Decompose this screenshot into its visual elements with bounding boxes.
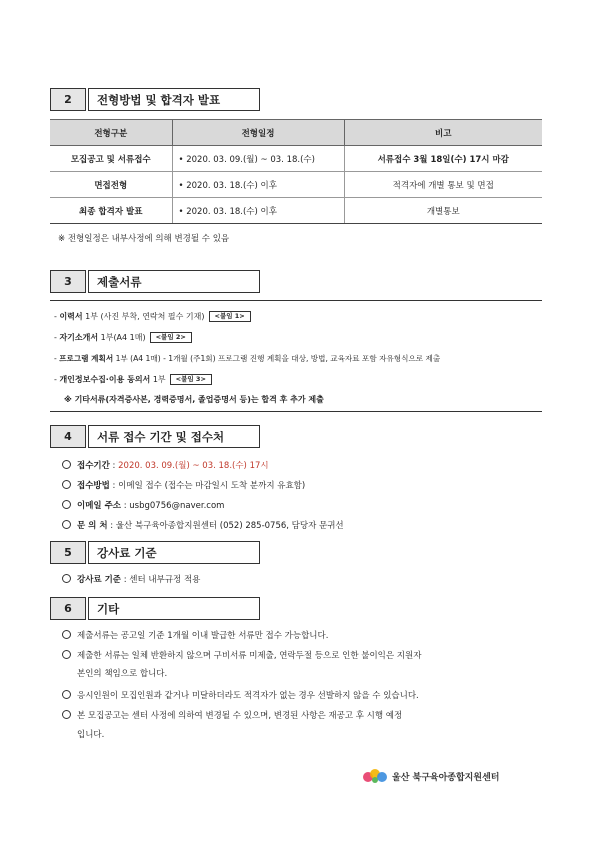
info-value: 이메일 접수 (접수는 마감일시 도착 분까지 유효함) [118, 481, 306, 491]
item-name: 이력서 [59, 312, 83, 321]
misc-item [62, 629, 328, 641]
info-item [62, 519, 344, 531]
info-sep: : [109, 461, 119, 471]
info-label: 접수기간 [77, 461, 110, 471]
section-5-number: 5 [50, 541, 86, 564]
misc-item [62, 709, 402, 721]
info-value: 2020. 03. 09.(월) ~ 03. 18.(수) 17시 [118, 461, 269, 471]
circle-bullet-icon [62, 630, 71, 639]
circle-bullet-icon [62, 690, 71, 699]
section-6-title: 기타 [88, 597, 260, 620]
info-sep: : [121, 501, 130, 511]
section-2-title: 전형방법 및 합격자 발표 [88, 88, 260, 111]
circle-bullet-icon [62, 500, 71, 509]
item-prefix: - [54, 333, 60, 342]
table-row [50, 146, 542, 172]
center-logo-icon [362, 767, 388, 785]
table-row [50, 198, 542, 224]
info-label: 접수방법 [77, 481, 110, 491]
footer-org-name: 울산 북구육아종합지원센터 [392, 773, 500, 783]
circle-bullet-icon [62, 574, 71, 583]
misc-text: 제출서류는 공고일 기준 1개월 이내 발급한 서류만 접수 가능합니다. [77, 631, 329, 641]
email-address[interactable]: usbg0756@naver.com [129, 501, 225, 511]
item-name: 자기소개서 [59, 333, 99, 342]
misc-item [62, 689, 419, 701]
schedule-table [50, 119, 542, 224]
item-name: 프로그램 계획서 [59, 354, 114, 363]
cell-schedule: • 2020. 03. 18.(수) 이후 [172, 198, 344, 224]
section-4-number: 4 [50, 425, 86, 448]
misc-text-continued: 본인의 책임으로 합니다. [77, 669, 168, 679]
info-item [62, 499, 224, 511]
section-3-divider-bottom [50, 411, 542, 412]
table-header-row [50, 120, 542, 146]
info-label: 문 의 처 [77, 521, 108, 531]
document-item [54, 374, 212, 385]
cell-category: 모집공고 및 서류접수 [50, 146, 172, 172]
info-item [62, 479, 305, 491]
attachment-tag: <붙임 1> [209, 311, 251, 322]
item-prefix: - [54, 312, 60, 321]
misc-text-continued: 입니다. [77, 730, 105, 740]
info-item [62, 459, 269, 471]
table-row [50, 172, 542, 198]
info-sep: : [109, 481, 119, 491]
additional-documents-note: ※ 기타서류(자격증사본, 경력증명서, 졸업증명서 등)는 합격 후 추가 제출 [64, 395, 324, 404]
section-4-title: 서류 접수 기간 및 접수처 [88, 425, 260, 448]
info-sep: : [107, 521, 116, 531]
section-5-title: 강사료 기준 [88, 541, 260, 564]
attachment-tag: <붙임 2> [150, 332, 192, 343]
misc-text: 제출한 서류는 일체 반환하지 않으며 구비서류 미제출, 연락두절 등으로 인한 불이익은 지원자 [77, 651, 422, 661]
document-item [54, 311, 251, 322]
cell-note: 개별통보 [344, 198, 542, 224]
circle-bullet-icon [62, 520, 71, 529]
column-header: 비고 [344, 120, 542, 146]
misc-text: 응시인원이 모집인원과 같거나 미달하더라도 적격자가 없는 경우 선발하지 않을 수 있습니다. [77, 691, 419, 701]
info-value: 센터 내부규정 적용 [129, 575, 201, 585]
item-prefix: - [54, 375, 60, 384]
cell-note: 서류접수 3월 18일(수) 17시 마감 [344, 146, 542, 172]
item-detail: 1부 (사진 부착, 연락처 필수 기재) [82, 312, 205, 321]
item-prefix: - [54, 354, 60, 363]
section-2-number: 2 [50, 88, 86, 111]
schedule-footnote: ※ 전형일정은 내부사정에 의해 변경될 수 있음 [58, 234, 230, 244]
info-sep: : [121, 575, 130, 585]
section-6-number: 6 [50, 597, 86, 620]
circle-bullet-icon [62, 480, 71, 489]
cell-schedule-text: 2020. 03. 18.(수) 이후 [186, 180, 277, 191]
cell-category: 면접전형 [50, 172, 172, 198]
circle-bullet-icon [62, 710, 71, 719]
item-detail: 1부(A4 1매) [98, 333, 146, 342]
cell-category: 최종 합격자 발표 [50, 198, 172, 224]
info-item [62, 573, 200, 585]
cell-schedule-text: 2020. 03. 09.(월) ~ 03. 18.(수) [186, 154, 315, 165]
document-item [54, 332, 192, 343]
section-3-number: 3 [50, 270, 86, 293]
column-header: 전형일정 [172, 120, 344, 146]
misc-text: 본 모집공고는 센터 사정에 의하여 변경될 수 있으며, 변경된 사항은 재공고 후 시행 예정 [77, 711, 403, 721]
item-name: 개인정보수집·이용 동의서 [59, 375, 151, 384]
section-3-divider-top [50, 300, 542, 301]
misc-item [62, 649, 421, 661]
item-detail: 1부 (A4 1매) - 1개월 (주1회) 프로그램 진행 계획을 대상, 방법, 교육자료 포함 자유형식으로 제출 [113, 354, 441, 363]
section-3-title: 제출서류 [88, 270, 260, 293]
cell-note: 적격자에 개별 통보 및 면접 [344, 172, 542, 198]
cell-schedule-text: 2020. 03. 18.(수) 이후 [186, 206, 277, 217]
cell-schedule: • 2020. 03. 18.(수) 이후 [172, 172, 344, 198]
document-item [54, 353, 440, 364]
cell-schedule: • 2020. 03. 09.(월) ~ 03. 18.(수) [172, 146, 344, 172]
info-value: 울산 북구육아종합지원센터 (052) 285-0756, 담당자 문귀선 [115, 521, 344, 531]
circle-bullet-icon [62, 460, 71, 469]
column-header: 전형구분 [50, 120, 172, 146]
circle-bullet-icon [62, 650, 71, 659]
attachment-tag: <붙임 3> [170, 374, 212, 385]
info-label: 강사료 기준 [77, 575, 122, 585]
info-label: 이메일 주소 [77, 501, 122, 511]
item-detail: 1부 [150, 375, 166, 384]
